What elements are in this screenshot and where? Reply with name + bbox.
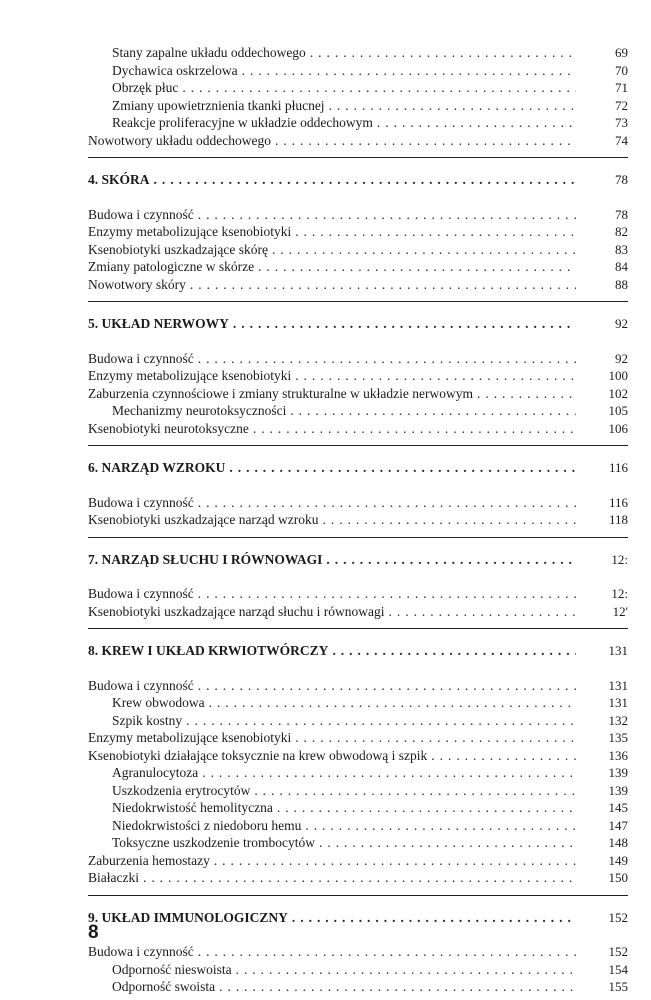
toc-leader-dots xyxy=(198,350,576,368)
toc-entry xyxy=(88,62,628,80)
toc-entry xyxy=(88,367,628,385)
toc-page-number: 70 xyxy=(615,62,628,78)
toc-entry-label: Ksenobiotyki uszkadzające skórę xyxy=(88,241,268,257)
toc-entry xyxy=(88,223,628,241)
toc-entry-label: Ksenobiotyki uszkadzające narząd słuchu i równowagi xyxy=(88,603,385,619)
toc-entry xyxy=(88,44,628,62)
toc-entry-label: Enzymy metabolizujące ksenobiotyki xyxy=(88,368,292,383)
toc-leader-dots xyxy=(202,764,576,782)
toc-chapter-title: 4. SKÓRA xyxy=(88,172,150,187)
toc-entry xyxy=(88,764,628,782)
toc-page-number: 73 xyxy=(615,115,628,130)
toc-entry-label: Dychawica oskrzelowa xyxy=(112,62,238,78)
toc-leader-dots xyxy=(295,367,576,385)
toc-entry-label: Budowa i czynność xyxy=(88,944,194,959)
toc-leader-dots xyxy=(329,97,576,115)
toc-chapter-title: 9. UKŁAD IMMUNOLOGICZNY xyxy=(88,909,288,925)
toc-leader-dots xyxy=(198,494,576,512)
toc-entry xyxy=(88,834,628,852)
toc-entry xyxy=(88,852,628,870)
toc-entry xyxy=(88,712,628,730)
toc-leader-dots xyxy=(332,642,576,660)
toc-entry xyxy=(88,799,628,817)
toc-page-number: 82 xyxy=(615,224,628,239)
toc-page-number: 71 xyxy=(615,80,628,95)
toc-entry xyxy=(88,114,628,132)
toc-chapter-section xyxy=(88,628,628,887)
toc-page-number: 116 xyxy=(608,494,628,510)
toc-chapter-section xyxy=(88,157,628,293)
toc-leader-dots xyxy=(182,79,576,97)
toc-leader-dots xyxy=(323,511,576,529)
toc-entry xyxy=(88,258,628,276)
toc-leader-dots xyxy=(253,420,576,438)
toc-chapter-section xyxy=(88,537,628,621)
toc-page-number: 139 xyxy=(608,765,628,780)
toc-page-number: 149 xyxy=(608,852,628,868)
toc-entry-label: Reakcje proliferacyjne w układzie oddechowym xyxy=(112,115,373,130)
toc-entry-label: Ksenobiotyki uszkadzające narząd wzroku xyxy=(88,512,319,527)
toc-page-number: 84 xyxy=(615,259,628,274)
toc-page-number: 78 xyxy=(615,172,628,187)
toc-entry xyxy=(88,132,628,150)
toc-chapter-section xyxy=(88,895,628,996)
toc-entry xyxy=(88,585,628,603)
toc-intro-section xyxy=(88,44,628,149)
toc-leader-dots xyxy=(143,869,576,887)
toc-chapter-section xyxy=(88,445,628,529)
toc-page-number: 72 xyxy=(615,97,628,113)
toc-leader-dots xyxy=(154,171,576,189)
toc-page-number: 131 xyxy=(608,677,628,693)
toc-entry-label: Uszkodzenia erytrocytów xyxy=(112,782,251,798)
toc-chapter-heading xyxy=(88,171,628,189)
toc-entry xyxy=(88,817,628,835)
toc-chapter-title: 7. NARZĄD SŁUCHU I RÓWNOWAGI xyxy=(88,551,323,567)
toc-page-number: 131 xyxy=(608,643,628,658)
toc-entry xyxy=(88,97,628,115)
toc-leader-dots xyxy=(209,694,576,712)
toc-leader-dots xyxy=(277,799,576,817)
toc-chapters xyxy=(88,157,628,996)
toc-entry-label: Krew obwodowa xyxy=(112,695,205,710)
toc-chapter-title: 6. NARZĄD WZROKU xyxy=(88,460,226,475)
toc-entry xyxy=(88,511,628,529)
toc-chapter-heading xyxy=(88,459,628,477)
toc-leader-dots xyxy=(198,943,576,961)
toc-entry-label: Szpik kostny xyxy=(112,712,183,728)
toc-entry-label: Budowa i czynność xyxy=(88,586,194,601)
toc-page-number: 150 xyxy=(608,870,628,885)
toc-entry-label: Budowa i czynność xyxy=(88,350,194,366)
toc-leader-dots xyxy=(198,677,576,695)
toc-entry xyxy=(88,729,628,747)
toc-entry xyxy=(88,385,628,403)
toc-entry xyxy=(88,350,628,368)
toc-page-number: 83 xyxy=(615,241,628,257)
toc-page-number: 118 xyxy=(608,512,628,527)
toc-page-number: 92 xyxy=(615,350,628,366)
toc-leader-dots xyxy=(295,729,576,747)
toc-leader-dots xyxy=(310,44,576,62)
toc-entry-label: Nowotwory układu oddechowego xyxy=(88,132,271,148)
section-divider xyxy=(88,628,628,629)
toc-entry xyxy=(88,206,628,224)
toc-entry xyxy=(88,869,628,887)
toc-leader-dots xyxy=(233,315,576,333)
toc-page-number: 147 xyxy=(608,817,628,833)
page-number: 8 xyxy=(88,922,99,943)
toc-leader-dots xyxy=(389,603,576,621)
toc-entry-label: Enzymy metabolizujące ksenobiotyki xyxy=(88,730,292,745)
toc-page-number: 100 xyxy=(608,368,628,383)
toc-entry-label: Enzymy metabolizujące ksenobiotyki xyxy=(88,224,292,239)
toc-entry-label: Budowa i czynność xyxy=(88,494,194,510)
toc-chapter-heading xyxy=(88,315,628,333)
toc-entry xyxy=(88,603,628,621)
toc-entry-label: Nowotwory skóry xyxy=(88,276,186,292)
toc-entry xyxy=(88,694,628,712)
toc-leader-dots xyxy=(431,747,576,765)
toc-chapter-heading xyxy=(88,909,628,927)
toc-entry-label: Odporność nieswoista xyxy=(112,961,232,977)
toc-entry-label: Mechanizmy neurotoksyczności xyxy=(112,403,287,418)
toc-page-number: 12: xyxy=(611,586,628,601)
toc-entry xyxy=(88,961,628,979)
toc-entry-label: Budowa i czynność xyxy=(88,677,194,693)
toc-page-number: 145 xyxy=(608,800,628,815)
toc-page-number: 102 xyxy=(608,385,628,401)
toc-page-number: 148 xyxy=(608,835,628,850)
toc-entry xyxy=(88,276,628,294)
toc-entry xyxy=(88,420,628,438)
toc-entry xyxy=(88,782,628,800)
toc-leader-dots xyxy=(242,62,576,80)
toc-chapter-heading xyxy=(88,551,628,569)
toc-leader-dots xyxy=(236,961,576,979)
toc-entry-label: Niedokrwistości z niedoboru hemu xyxy=(112,817,302,833)
section-divider xyxy=(88,895,628,896)
toc-page-number: 139 xyxy=(608,782,628,798)
toc-leader-dots xyxy=(229,459,576,477)
toc-entry-label: Białaczki xyxy=(88,870,139,885)
toc-leader-dots xyxy=(219,978,576,996)
toc-entry-label: Zmiany patologiczne w skórze xyxy=(88,259,255,274)
toc-page-number: 155 xyxy=(608,979,628,994)
toc-entry-label: Zaburzenia czynnościowe i zmiany strukturalne w układzie nerwowym xyxy=(88,385,473,401)
toc-page-number: 116 xyxy=(608,460,628,475)
toc-leader-dots xyxy=(272,241,576,259)
toc-entry-label: Odporność swoista xyxy=(112,979,216,994)
toc-entry-label: Zmiany upowietrznienia tkanki płucnej xyxy=(112,97,325,113)
toc-page-number: 154 xyxy=(608,961,628,977)
toc-leader-dots xyxy=(292,909,576,927)
section-divider xyxy=(88,445,628,446)
section-divider xyxy=(88,301,628,302)
toc-leader-dots xyxy=(198,206,576,224)
toc-page-number: 152 xyxy=(608,944,628,959)
toc-leader-dots xyxy=(258,258,576,276)
toc-leader-dots xyxy=(295,223,576,241)
toc-leader-dots xyxy=(198,585,576,603)
section-divider xyxy=(88,537,628,538)
toc-entry-label: Ksenobiotyki neurotoksyczne xyxy=(88,420,249,436)
toc-leader-dots xyxy=(290,402,576,420)
toc-entry xyxy=(88,402,628,420)
toc-entry xyxy=(88,677,628,695)
toc-page-number: 106 xyxy=(608,420,628,436)
toc-page-number: 88 xyxy=(615,276,628,292)
toc-entry-label: Niedokrwistość hemolityczna xyxy=(112,800,273,815)
toc-page-number: 132 xyxy=(608,712,628,728)
toc-leader-dots xyxy=(377,114,576,132)
toc-page-number: 69 xyxy=(615,45,628,60)
toc-leader-dots xyxy=(186,712,576,730)
toc-page-number: 12' xyxy=(612,603,628,619)
toc-leader-dots xyxy=(275,132,576,150)
toc-leader-dots xyxy=(214,852,576,870)
toc-page-number: 152 xyxy=(608,909,628,925)
toc-page-number: 78 xyxy=(615,206,628,222)
toc-page-number: 12: xyxy=(611,551,628,567)
toc-leader-dots xyxy=(190,276,576,294)
toc-chapter-heading xyxy=(88,642,628,660)
toc-leader-dots xyxy=(319,834,576,852)
toc-entry-label: Ksenobiotyki działające toksycznie na krew obwodową i szpik xyxy=(88,747,428,763)
toc-entry xyxy=(88,747,628,765)
toc-leader-dots xyxy=(305,817,576,835)
toc-entry xyxy=(88,494,628,512)
toc-chapter-section xyxy=(88,301,628,437)
toc-leader-dots xyxy=(477,385,576,403)
toc-entry-label: Budowa i czynność xyxy=(88,206,194,222)
toc-page-number: 105 xyxy=(608,403,628,418)
toc-page-number: 131 xyxy=(608,695,628,710)
toc-page-number: 136 xyxy=(608,747,628,763)
toc-entry-label: Toksyczne uszkodzenie trombocytów xyxy=(112,835,315,850)
toc-page-number: 135 xyxy=(608,730,628,745)
toc-entry-label: Agranulocytoza xyxy=(112,765,199,780)
toc-entry xyxy=(88,978,628,996)
toc-chapter-title: 8. KREW I UKŁAD KRWIOTWÓRCZY xyxy=(88,643,329,658)
toc-leader-dots xyxy=(326,551,576,569)
toc-leader-dots xyxy=(254,782,576,800)
toc-entry xyxy=(88,943,628,961)
toc-page-number: 92 xyxy=(615,316,628,331)
toc-entry-label: Zaburzenia hemostazy xyxy=(88,852,210,868)
toc-entry-label: Stany zapalne układu oddechowego xyxy=(112,45,306,60)
toc-entry xyxy=(88,241,628,259)
toc-page-number: 74 xyxy=(615,132,628,148)
section-divider xyxy=(88,157,628,158)
toc-entry xyxy=(88,79,628,97)
table-of-contents xyxy=(88,44,628,996)
toc-chapter-title: 5. UKŁAD NERWOWY xyxy=(88,316,229,331)
toc-entry-label: Obrzęk płuc xyxy=(112,80,179,95)
